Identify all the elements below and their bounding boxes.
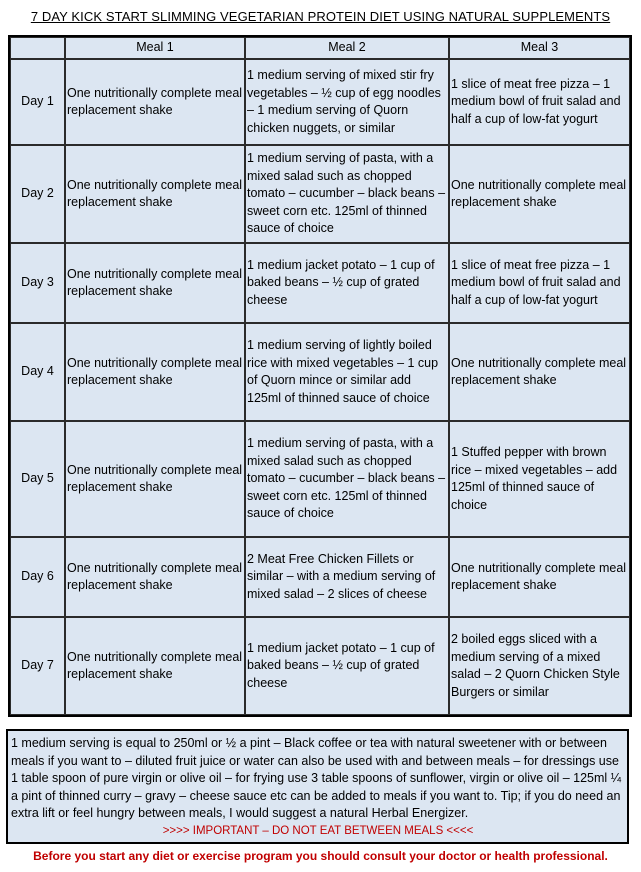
day-label: Day 1 (10, 59, 65, 145)
meal-1-cell: One nutritionally complete meal replacement shake (65, 617, 245, 715)
header-meal-1: Meal 1 (65, 37, 245, 59)
important-warning: >>>> IMPORTANT – DO NOT EAT BETWEEN MEALS <<<< (162, 824, 474, 837)
table-row (10, 145, 630, 243)
meal-3-cell: 1 slice of meat free pizza – 1 medium bowl of fruit salad and half a cup of low-fat yogurt (449, 243, 630, 323)
meal-2-cell: 1 medium serving of pasta, with a mixed salad such as chopped tomato – cucumber – black beans – sweet corn etc. 125ml of thinned sauce of choice (245, 145, 449, 243)
table-row (10, 617, 630, 715)
header-row (10, 37, 630, 59)
header-corner (10, 37, 65, 59)
meal-3-cell: 2 boiled eggs sliced with a medium serving of a mixed salad – 2 Quorn Chicken Style Burgers or similar (449, 617, 630, 715)
meal-3-cell: 1 Stuffed pepper with brown rice – mixed vegetables – add 125ml of thinned sauce of choice (449, 421, 630, 537)
day-label: Day 7 (10, 617, 65, 715)
disclaimer: Before you start any diet or exercise program you should consult your doctor or health professional. (33, 849, 608, 863)
meal-3-cell: One nutritionally complete meal replacement shake (449, 537, 630, 617)
meal-2-cell: 1 medium serving of pasta, with a mixed salad such as chopped tomato – cucumber – black beans – sweet corn etc. 125ml of thinned sauce of choice (245, 421, 449, 537)
meal-2-cell: 1 medium jacket potato – 1 cup of baked beans – ½ cup of grated cheese (245, 617, 449, 715)
table-row (10, 421, 630, 537)
notes-box (6, 729, 629, 844)
meal-2-cell: 2 Meat Free Chicken Fillets or similar – with a medium serving of mixed salad – 2 slices of cheese (245, 537, 449, 617)
meal-1-cell: One nutritionally complete meal replacement shake (65, 537, 245, 617)
table-row (10, 323, 630, 421)
header-meal-2: Meal 2 (245, 37, 449, 59)
meal-1-cell: One nutritionally complete meal replacement shake (65, 59, 245, 145)
day-label: Day 2 (10, 145, 65, 243)
day-label: Day 4 (10, 323, 65, 421)
diet-plan-table (8, 35, 632, 717)
day-label: Day 5 (10, 421, 65, 537)
meal-3-cell: One nutritionally complete meal replacement shake (449, 145, 630, 243)
table-row (10, 243, 630, 323)
meal-3-cell: 1 slice of meat free pizza – 1 medium bowl of fruit salad and half a cup of low-fat yogurt (449, 59, 630, 145)
header-meal-3: Meal 3 (449, 37, 630, 59)
meal-2-cell: 1 medium serving of lightly boiled rice with mixed vegetables – 1 cup of Quorn mince or similar add 125ml of thinned sauce of choice (245, 323, 449, 421)
meal-3-cell: One nutritionally complete meal replacement shake (449, 323, 630, 421)
meal-1-cell: One nutritionally complete meal replacement shake (65, 145, 245, 243)
meal-1-cell: One nutritionally complete meal replacement shake (65, 421, 245, 537)
meal-2-cell: 1 medium jacket potato – 1 cup of baked beans – ½ cup of grated cheese (245, 243, 449, 323)
day-label: Day 3 (10, 243, 65, 323)
meal-1-cell: One nutritionally complete meal replacement shake (65, 243, 245, 323)
day-label: Day 6 (10, 537, 65, 617)
meal-1-cell: One nutritionally complete meal replacement shake (65, 323, 245, 421)
table-row (10, 537, 630, 617)
notes-text: 1 medium serving is equal to 250ml or ½ a pint – Black coffee or tea with natural sweetener with or between meals if you want to – diluted fruit juice or water can also be used with and between meals – for dressings use 1 table spoon of pure virgin or olive oil – for frying use 3 table spoons of sunflower, virgin or olive oil – 125ml ¼ a pint of thinned curry – gravy – cheese sauce etc can be added to meals if you want to. Tip; if you do need an extra lift or feel hungry between meals, I would suggest a natural Herbal Energizer. (11, 736, 622, 820)
meal-2-cell: 1 medium serving of mixed stir fry vegetables – ½ cup of egg noodles – 1 medium serving of Quorn chicken nuggets, or similar (245, 59, 449, 145)
page-title: 7 DAY KICK START SLIMMING VEGETARIAN PROTEIN DIET USING NATURAL SUPPLEMENTS (30, 9, 611, 24)
table-row (10, 59, 630, 145)
